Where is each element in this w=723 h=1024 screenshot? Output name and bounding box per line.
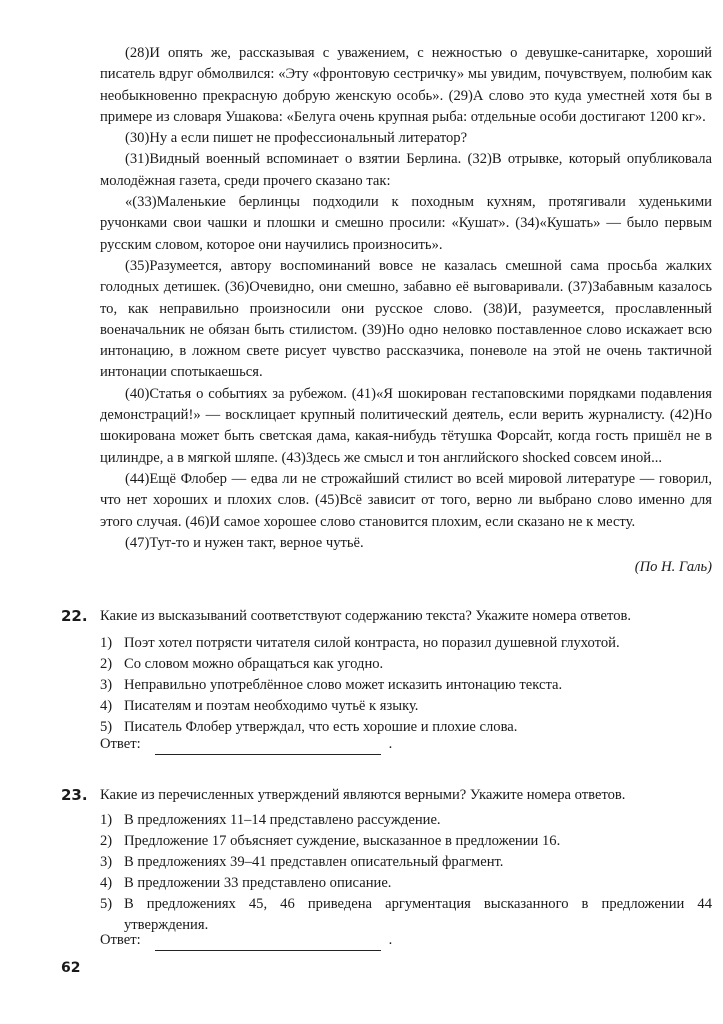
answer-row	[100, 930, 392, 951]
option-number: 2)	[100, 833, 113, 849]
task-question: Какие из высказываний соответствуют содержанию текста? Укажите номера ответов.	[100, 608, 632, 624]
reading-text	[100, 43, 712, 578]
option-text: В предложениях 11–14 представлено рассуждение.	[124, 812, 441, 828]
option-number: 2)	[100, 656, 113, 672]
paragraph: (40)Статья о событиях за рубежом. (41)«Я шокирован гестаповскими порядками подавления демонстраций!» — восклицает крупный политический деятель, если верить журналисту. (42)Но шокирована может быть светская дама, какая-нибудь тётушка Форсайт, когда гость пришёл не в цилиндре, а в мягкой шляпе. (43)Здесь же смысл и тон английского shocked совсем иной...	[100, 385, 712, 466]
option-text: Поэт хотел потрясти читателя силой контраста, но поразил душевной глухотой.	[124, 635, 620, 651]
answer-field[interactable]	[155, 740, 381, 755]
answer-field[interactable]	[155, 936, 381, 951]
paragraph: (28)И опять же, рассказывая с уважением, с нежностью о девушке-санитарке, хороший писатель вдруг обмолвился: «Эту «фронтовую сестричку» мы увидим, почувствуем, полюбим как необыкновенно прекрасную добрую женскую особь». (29)А слово это куда уместней хотя бы в примере из словаря Ушакова: «Белуга очень крупная рыба: отдельные особи достигают 1200 кг».	[100, 45, 712, 125]
option-item	[100, 831, 712, 852]
option-item	[100, 810, 712, 831]
task-number: 22.	[61, 607, 88, 625]
answer-period: .	[388, 932, 393, 948]
option-number: 3)	[100, 677, 113, 693]
paragraph: (44)Ещё Флобер — едва ли не строжайший стилист во всей мировой литературе — говорил, что нет хороших и плохих слов. (45)Всё зависит от того, верно ли выбрано слово именно для этого случая. (46)И самое хорошее слово становится плохим, если сказано не к месту.	[100, 470, 712, 530]
text-source-attribution: (По Н. Галь)	[634, 559, 712, 576]
option-text: Писатель Флобер утверждал, что есть хорошие и плохие слова.	[124, 719, 518, 735]
option-number: 5)	[100, 719, 113, 735]
answer-row	[100, 734, 392, 755]
paragraph: (31)Видный военный вспоминает о взятии Берлина. (32)В отрывке, который опубликовала молодёжная газета, среди прочего сказано так:	[100, 151, 712, 189]
answer-period: .	[388, 736, 393, 752]
option-number: 4)	[100, 875, 113, 891]
option-text: В предложениях 39–41 представлен описательный фрагмент.	[124, 854, 504, 870]
option-item	[100, 696, 712, 717]
option-text: В предложении 33 представлено описание.	[124, 875, 392, 891]
option-item	[100, 654, 712, 675]
option-number: 1)	[100, 812, 113, 828]
option-text: Писателям и поэтам необходимо чутьё к языку.	[124, 698, 419, 714]
option-item	[100, 633, 712, 654]
option-number: 1)	[100, 635, 113, 651]
option-item	[100, 675, 712, 696]
paragraph: (30)Ну а если пишет не профессиональный литератор?	[125, 130, 468, 147]
option-item	[100, 852, 712, 873]
task-number: 23.	[61, 786, 88, 804]
paragraph: (47)Тут-то и нужен такт, верное чутьё.	[125, 534, 364, 551]
option-text: Предложение 17 объясняет суждение, высказанное в предложении 16.	[124, 833, 561, 849]
page-number: 62	[61, 960, 81, 976]
option-text: Со словом можно обращаться как угодно.	[124, 656, 384, 672]
answer-label: Ответ:	[100, 736, 141, 752]
option-text: В предложениях 45, 46 приведена аргументация высказанного в предложении 44 утверждения.	[124, 896, 712, 933]
task-question: Какие из перечисленных утверждений являются верными? Укажите номера ответов.	[100, 787, 626, 803]
answer-options	[100, 810, 712, 936]
paragraph: (35)Разумеется, автору воспоминаний вовсе не казалась смешной сама просьба жалких голодных детишек. (36)Очевидно, они смешно, забавно её выговаривали. (37)Забавным казалось то, как неправильно произносили они русское слово. (38)И, разумеется, прославленный военачальник не обязан быть стилистом. (39)Но одно неловко поставленное слово искажает всю интонацию, в ложном свете рисует чувство рассказчика, поневоле на этой не очень тактичной интонации спотыкаешься.	[100, 257, 712, 381]
option-text: Неправильно употреблённое слово может исказить интонацию текста.	[124, 677, 563, 693]
answer-options	[100, 633, 712, 738]
option-number: 4)	[100, 698, 113, 714]
answer-label: Ответ:	[100, 932, 141, 948]
option-item	[100, 873, 712, 894]
option-number: 3)	[100, 854, 113, 870]
paragraph-quote: «(33)Маленькие берлинцы подходили к походным кухням, протягивали худенькими ручонками свои чашки и плошки и смешно просили: «Кушат». (34)«Кушать» — было первым русским словом, которое они научились произносить».	[100, 194, 712, 253]
option-number: 5)	[100, 896, 113, 912]
